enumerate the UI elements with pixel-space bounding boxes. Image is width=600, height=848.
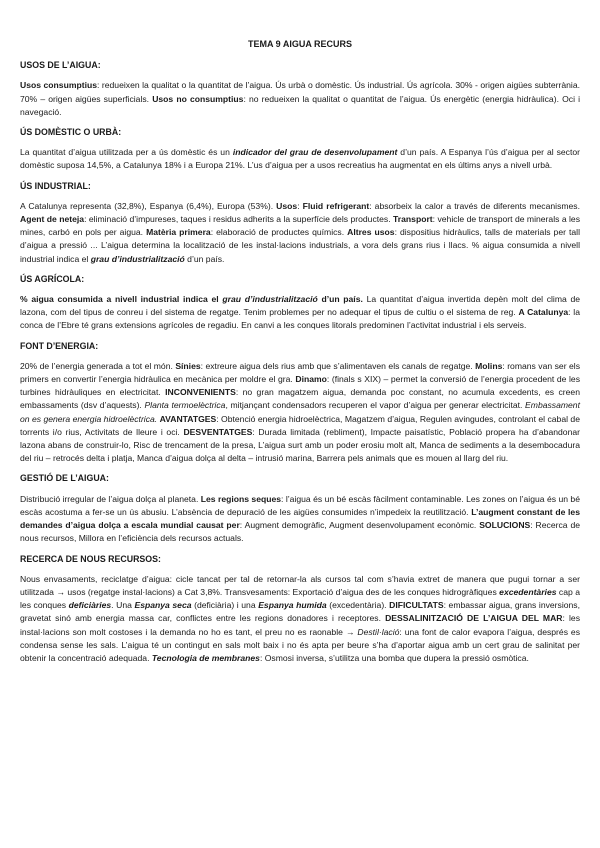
- section-paragraph: [20, 146, 580, 172]
- text-run: : (finals s XIX) – permet la conversió de l’energia procedent de les turbines hidràuliques en electricitat.: [20, 374, 581, 398]
- text-run: d’un país. A Espanya l’ús d’aigua per al sector domèstic suposa 14,5%, a Catalunya 18% i a Europa 21%. L’us d’aigua per a usos recreatius ha augmentat en els últims anys a nivell urbà.: [20, 147, 580, 171]
- text-run: : absorbeix la calor a través de diferents mecanismes.: [369, 200, 580, 211]
- text-run: : les instal·lacions son molt costoses i la demanda no ho es tant, el preu no es raonable →: [20, 613, 580, 637]
- text-run: Transport: [393, 214, 433, 225]
- text-run: DIFICULTATS: [389, 600, 444, 611]
- text-run: : no gran magatzem aigua, demanda poc constant, no acumula excedents, es creen embassaments (dsv d’aquests).: [20, 387, 580, 411]
- text-run: Sínies: [175, 360, 201, 371]
- text-run: :: [297, 200, 303, 211]
- text-run: Espanya seca: [134, 600, 192, 611]
- text-run: : eliminació d’impureses, taques i residus adherits a la superfície dels productes.: [84, 214, 394, 225]
- text-run: Destil·lació: [357, 626, 400, 637]
- text-run: : Augment demogràfic, Augment desenvolupament econòmic.: [239, 520, 480, 531]
- text-run: Espanya humida: [258, 600, 327, 611]
- section-heading: USOS DE L’AIGUA:: [20, 60, 101, 71]
- text-run: Nous envasaments, reciclatge d’aigua: cicle tancat per tal de retornar-la als cursos tal com s’havia extret de manera que pugui tornar a ser utilitzada → usos (regatge instal·lacions) a Cat 3,8%. Transvesaments: Exportació d’aigua des de les conques hidrogràfiques: [20, 573, 580, 597]
- section-heading: ÚS INDUSTRIAL:: [20, 180, 91, 191]
- section-heading: ÚS DOMÈSTIC O URBÀ:: [20, 127, 122, 138]
- text-run: excedentàries: [499, 586, 557, 597]
- section-heading: FONT D’ENERGIA:: [20, 340, 99, 351]
- text-run: . Una: [111, 600, 135, 611]
- section-paragraph: [20, 79, 580, 119]
- text-run: : no redueixen la qualitat o quantitat de l’aigua. Ús energètic (energia hidràulica). Oci i navegació.: [20, 93, 581, 117]
- text-run: : Osmosi inversa, s’utilitza una bomba que dupera la pressió osmòtica.: [259, 652, 529, 663]
- text-run: : Durada limitada (rebliment), Impacte paisatístic, Població propera ha d’abandonar lazona abans de construir-lo, Risc de trencament de la presa, L’aigua surt amb un poder erosiu molt alt, Manca de sediments a la desembocadura del riu – retrocés delta i platja, Manca d’aigua dolça al delta – intrusió marina, Barrera pels animals que es mouen al llarg del riu.: [20, 426, 580, 464]
- text-run: Les regions seques: [200, 493, 282, 504]
- text-run: : extreure aigua dels rius amb que s’alimentaven els canals de regatge.: [200, 360, 476, 371]
- text-run: indicador del grau de desenvolupament: [232, 147, 398, 158]
- text-run: La quantitat d’aigua invertida depèn molt del clima de lazona, com del tipus de conreu i del sistema de regatge. Tenim problemes per no adequar el tipus de cultiu o el sistema de reg.: [20, 294, 581, 318]
- text-run: Molins: [475, 360, 503, 371]
- text-run: AVANTATGES: [159, 413, 217, 424]
- text-run: : dispositius hidràulics, talls de materials per tall d’aigua a pressió ... L’aigua determina la localització de les instal·lacions industrials, a vora dels grans rius i llacs. % aigua consumida a nivell industrial indica el: [20, 227, 580, 264]
- section-paragraph: [20, 493, 580, 546]
- text-run: : una font de calor evapora l’aigua, després es condensa sense les sals. L’aigua té un contingut en sals molt baix i no és apta per beure s’ha d’aportar aigua amb un cert grau de salinitat per obtenir la concentració adequada.: [20, 626, 580, 663]
- text-run: , mitjançant condensadors recuperen el vapor d’aigua per generar electricitat.: [225, 400, 526, 411]
- text-run: (excedentària).: [326, 600, 390, 611]
- document-body: [20, 59, 580, 665]
- text-run: Agent de neteja: [20, 214, 85, 225]
- text-run: SOLUCIONS: [479, 520, 531, 531]
- section-paragraph: [20, 360, 580, 466]
- text-run: Matèria primera: [146, 227, 211, 238]
- section-paragraph: [20, 293, 580, 333]
- text-run: : l’aigua és un bé escàs fàcilment contaminable. Les zones on l’aigua és un bé escàs acostuma a fer-se un ús abusiu. L’absència de depuració de les aigües consumides n’impedeix la reutilització.: [20, 493, 580, 517]
- text-run: INCONVENIENTS: [165, 387, 236, 398]
- text-run: : elaboració de productes químics.: [210, 227, 348, 238]
- text-run: d’un país.: [184, 253, 225, 264]
- text-run: % aigua consumida a nivell industrial indica el: [20, 294, 223, 305]
- text-run: : embassar aigua, grans inversions, gravetat sinó amb energia massa car, conflictes entre les regions donadores i receptores.: [20, 600, 580, 624]
- text-run: DESVENTATGES: [183, 426, 253, 437]
- text-run: : romans van ser els primers en convertir l’energia hidràulica en mecànica per moldre el gra.: [20, 360, 580, 385]
- text-run: Fluid refrigerant: [302, 200, 370, 211]
- text-run: grau d’industrialització: [90, 253, 185, 264]
- text-run: L’augment constant de les demandes d’aigua dolça a escala mundial causat per: [20, 506, 580, 531]
- text-run: Usos: [276, 200, 298, 211]
- text-run: : Obtenció energia hidroelèctrica, Magatzem d’aigua, Regulen avingudes, controlant el cabal de torrents i/o rius, Activitats de lleure i oci.: [20, 413, 580, 437]
- text-run: Altres usos: [347, 227, 395, 238]
- section-heading: GESTIÓ DE L’AIGUA:: [20, 473, 109, 484]
- text-run: A Catalunya representa (32,8%), Espanya (6,4%), Europa (53%).: [20, 200, 277, 211]
- text-run: (deficiària) i una: [191, 600, 259, 611]
- text-run: DESSALINITZACIÓ DE L’AIGUA DEL MAR: [385, 613, 563, 624]
- text-run: Planta termoelèctrica: [144, 400, 226, 411]
- text-run: deficiàries: [68, 600, 112, 611]
- text-run: : redueixen la qualitat o la quantitat de l’aigua. Ús urbà o domèstic. Ús industrial. Ús agrícola. 30% - origen aigües subterrània. 70% – origen aigües superficials.: [20, 80, 580, 104]
- text-run: Usos consumptius: [20, 80, 97, 91]
- text-run: Distribució irregular de l’aigua dolça al planeta.: [20, 493, 201, 504]
- text-run: Dinamo: [295, 374, 327, 385]
- text-run: Tecnologia de membranes: [151, 652, 260, 663]
- text-run: A Catalunya: [518, 307, 569, 318]
- text-run: cap a les conques: [20, 586, 580, 611]
- text-run: : Recerca de nous recursos, Millora en l’eficiència dels recursos actuals.: [20, 520, 580, 544]
- text-run: 20% de l’energia generada a tot el món.: [20, 360, 176, 371]
- text-run: Embassament on es genera energia hidroelèctrica.: [20, 400, 580, 424]
- document-title: TEMA 9 AIGUA RECURS: [247, 39, 352, 49]
- section-heading: ÚS AGRÍCOLA:: [20, 273, 85, 284]
- text-run: Usos no consumptius: [152, 93, 244, 104]
- section-paragraph: [20, 200, 580, 266]
- text-run: d’un país.: [317, 294, 363, 305]
- text-run: : la conca de l’Ebre té grans extensions agrícoles de regadiu. En canvi a les conques litorals predominen l’activitat industrial i els serveis.: [20, 307, 580, 331]
- text-run: grau d’industrialització: [222, 294, 318, 305]
- section-heading: RECERCA DE NOUS RECURSOS:: [20, 553, 161, 564]
- text-run: La quantitat d’aigua utilitzada per a ús domèstic és un: [20, 147, 233, 158]
- text-run: : vehicle de transport de minerals a les mines, carbó en pols per aigua.: [20, 214, 580, 238]
- section-paragraph: [20, 573, 580, 665]
